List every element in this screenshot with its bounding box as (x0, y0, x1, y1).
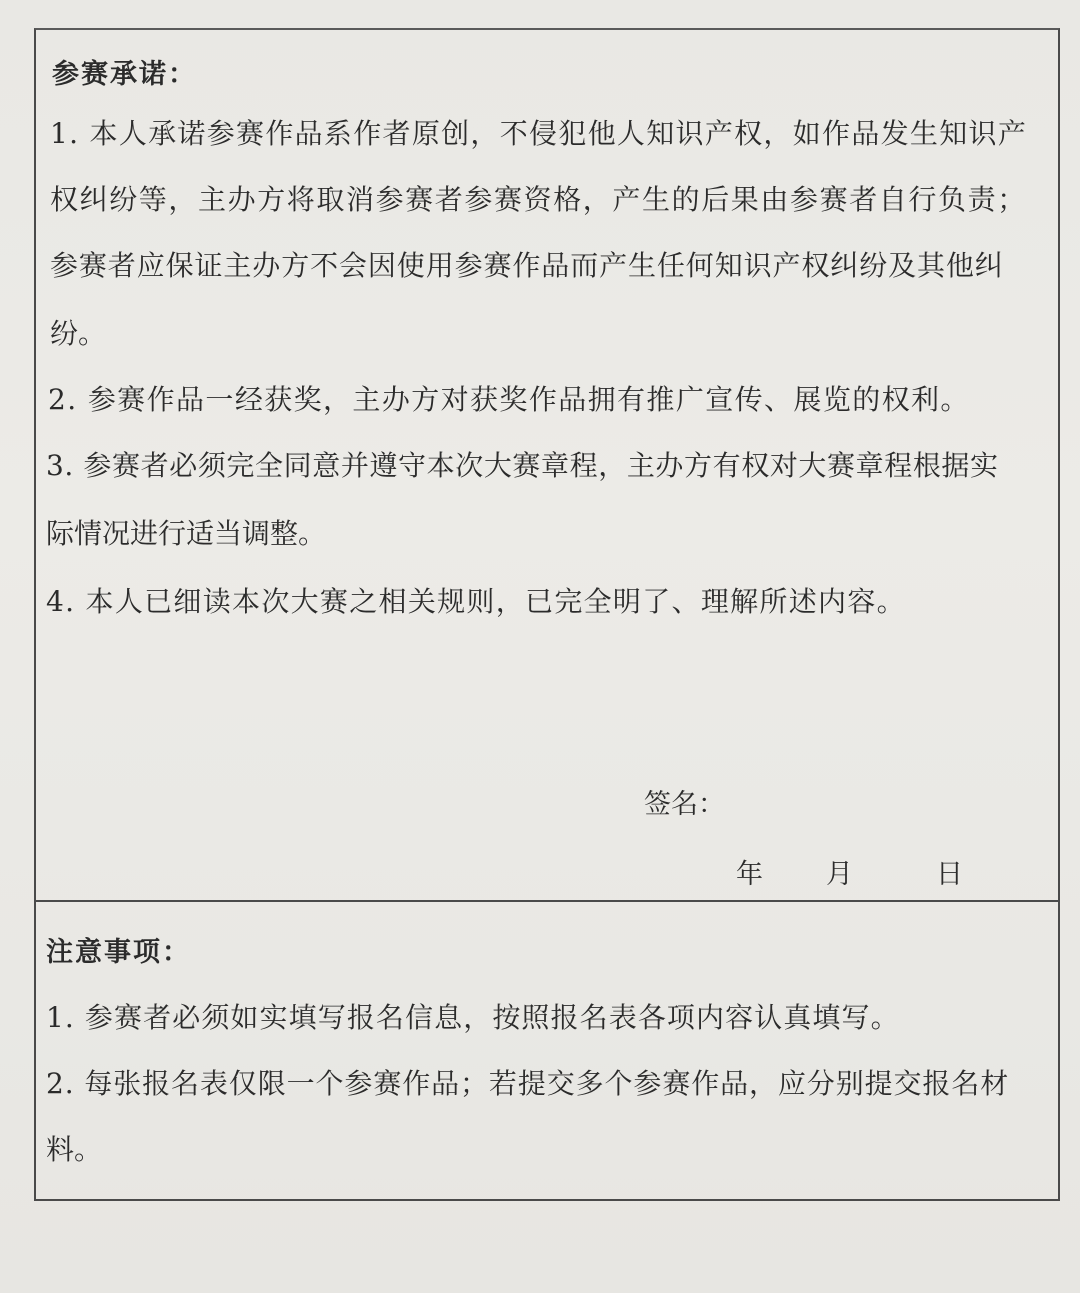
commitment-line: 1. 本人承诺参赛作品系作者原创，不侵犯他人知识产权，如作品发生知识产 (50, 117, 1028, 150)
notes-section (36, 902, 1058, 1201)
commitment-form (34, 28, 1060, 1201)
signature-label: 签名： (644, 789, 725, 820)
commitment-line: 权纠纷等，主办方将取消参赛者参赛资格，产生的后果由参赛者自行负责； (50, 183, 1027, 216)
date-day: 日 (936, 859, 963, 890)
commitment-line: 纷。 (50, 317, 107, 350)
commitment-line: 际情况进行适当调整。 (46, 517, 327, 550)
commitment-section (36, 30, 1058, 902)
date-month: 月 (826, 859, 853, 890)
commitment-line: 2. 参赛作品一经获奖，主办方对获奖作品拥有推广宣传、展览的权利。 (48, 383, 970, 416)
commitment-line: 3. 参赛者必须完全同意并遵守本次大赛章程，主办方有权对大赛章程根据实 (46, 449, 999, 482)
notes-line: 2. 每张报名表仅限一个参赛作品；若提交多个参赛作品，应分别提交报名材 (46, 1067, 1010, 1100)
date-year: 年 (736, 859, 763, 890)
notes-title: 注意事项： (46, 937, 191, 968)
commitment-line: 参赛者应保证主办方不会因使用参赛作品而产生任何知识产权纠纷及其他纠 (50, 249, 1004, 282)
commitment-title: 参赛承诺： (52, 59, 197, 90)
commitment-line: 4. 本人已细读本次大赛之相关规则，已完全明了、理解所述内容。 (46, 585, 906, 618)
notes-line: 1. 参赛者必须如实填写报名信息，按照报名表各项内容认真填写。 (46, 1001, 900, 1034)
notes-line: 料。 (46, 1133, 103, 1166)
